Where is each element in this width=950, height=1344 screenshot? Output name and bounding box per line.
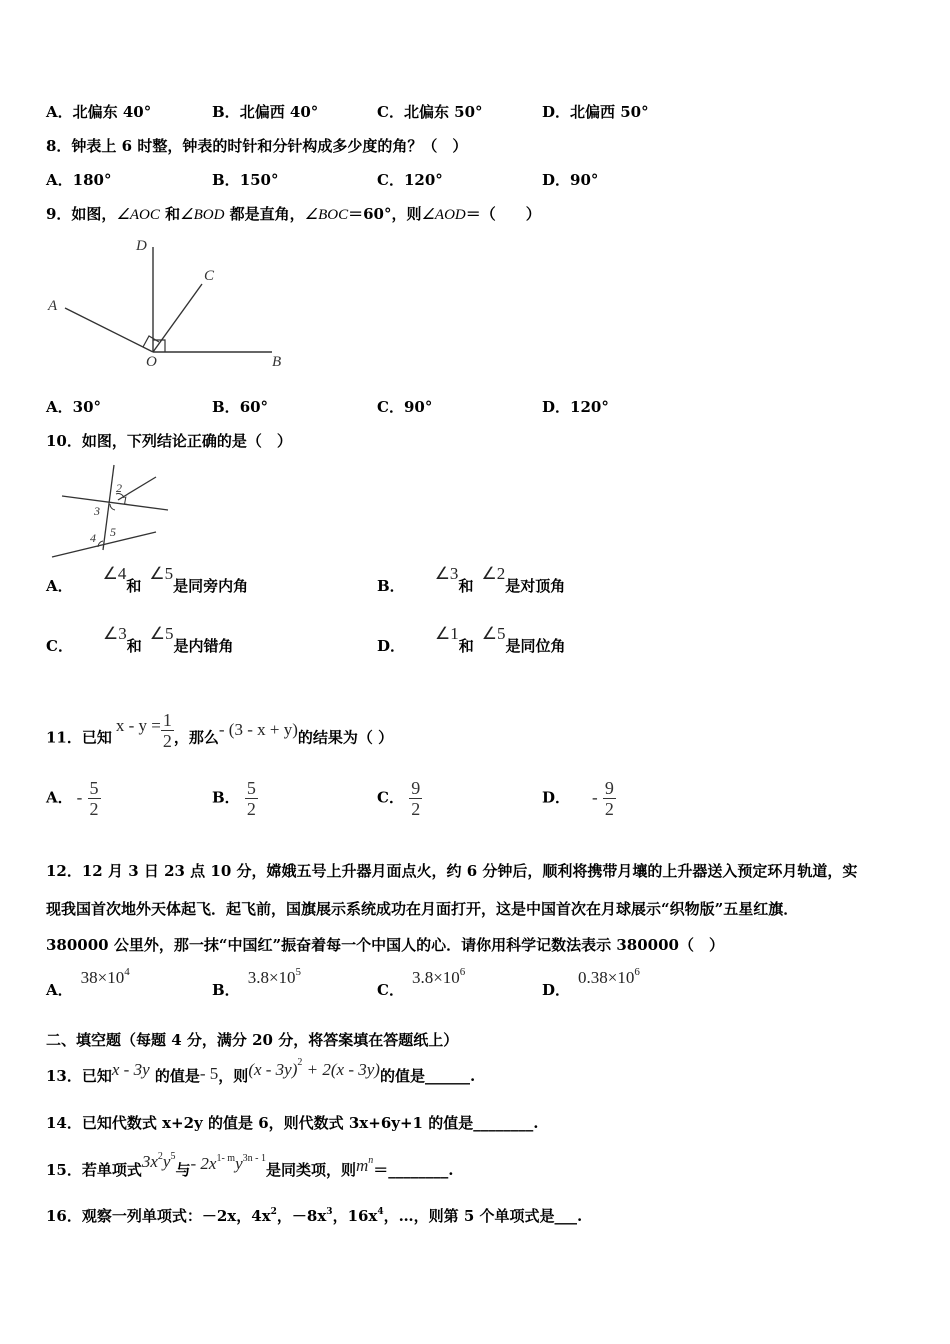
q10-option-c: C．∠3和∠5是内错角	[46, 624, 234, 655]
q10-option-b: B．∠3和∠2是对顶角	[377, 564, 566, 595]
q7-option-b: B．北偏西 40°	[212, 103, 319, 121]
angle-label-5: 5	[110, 525, 116, 539]
ray-oc	[153, 284, 202, 352]
line-top	[62, 496, 168, 510]
q8-option-a: A．180°	[46, 171, 112, 189]
q12-option-a: A．$38\times 10^4$	[46, 966, 130, 999]
q12-line-3: 380000 公里外，那一抹“中国红”振奋着每一个中国人的心．请你用科学记数法表示 380000（ ）	[46, 936, 724, 954]
q12-line-1: 12．12 月 3 日 23 点 10 分，嫦娥五号上升器月面点火，约 6 分钟后，顺利将携带月壤的上升器送入预定环月轨道，实	[46, 862, 858, 880]
q7-option-c: C．北偏东 50°	[377, 103, 483, 121]
q14-stem: 14．已知代数式 x+2y 的值是 6，则代数式 3x+6y+1 的值是________.	[46, 1114, 539, 1132]
q11-option-a: A． - $\frac{5}{2}$	[46, 778, 99, 819]
ray-oa	[65, 308, 153, 352]
q12-option-b: B．$3.8\times 10^5$	[212, 966, 302, 999]
angle-label-4: 4	[90, 531, 96, 545]
q9-option-c: C．90°	[377, 398, 433, 416]
q8-option-c: C．120°	[377, 171, 443, 189]
angle-label-3: 3	[94, 504, 100, 518]
q9-option-a: A．30°	[46, 398, 102, 416]
label-o: O	[146, 354, 157, 370]
angle-label-2: 2	[116, 481, 122, 495]
right-angle-mark-aoc	[143, 336, 159, 347]
label-b: B	[272, 354, 282, 370]
q8-option-b: B．150°	[212, 171, 279, 189]
q12-option-c: C．$3.8\times 10^6$	[377, 966, 466, 999]
q16-stem: 16．观察一列单项式：－2x，$4x^2$，$-8x^3$，$16x^4$，…，则第 5 个单项式是___.	[46, 1207, 583, 1225]
label-c: C	[204, 268, 215, 284]
q7-option-d: D．北偏西 50°	[542, 103, 649, 121]
q8-stem: 8．钟表上 6 时整，钟表的时针和分针构成多少度的角？（ ）	[46, 137, 468, 155]
q11-option-c: C． $\frac{9}{2}$	[377, 778, 421, 819]
q7-option-a: A．北偏东 40°	[46, 103, 152, 121]
q8-option-d: D．90°	[542, 171, 599, 189]
q10-lines-figure	[46, 462, 176, 562]
q9-option-b: B．60°	[212, 398, 269, 416]
q12-option-d: D．$0.38\times 10^6$	[542, 966, 640, 999]
q12-line-2: 现我国首次地外天体起飞．起飞前，国旗展示系统成功在月面打开，这是中国首次在月球展示“织物版”五星红旗．	[46, 900, 799, 918]
q9-option-d: D．120°	[542, 398, 609, 416]
angle-label-1: 1	[122, 493, 128, 507]
q11-option-b: B． $\frac{5}{2}$	[212, 778, 256, 819]
q13-stem: 13．已知x - 3y 的值是- 5，则(x - 3y)$^2$ + 2(x - 3y)的值是______.	[46, 1057, 476, 1085]
q10-option-d: D．∠1和∠5是同位角	[377, 624, 566, 655]
q11-stem: 11．已知x - y = $\frac{1}{2}$ ，那么- (3 - x + y)的结果为（ ）	[46, 710, 394, 751]
q9-angle-figure	[40, 232, 300, 377]
section-title-fill-in: 二、填空题（每题 4 分，满分 20 分，将答案填在答题纸上）	[46, 1031, 459, 1049]
q10-stem: 10．如图，下列结论正确的是（ ）	[46, 432, 292, 450]
q15-stem: 15．若单项式$3x^2y^5$与- $2x^{1- m}y^{3n - 1}$是同类项，则$m^n=\_\_\_\_\_\_\_\_$.	[46, 1151, 454, 1179]
label-d: D	[136, 238, 147, 254]
q11-option-d: D． - $\frac{9}{2}$	[542, 778, 614, 819]
q9-stem: 9．如图，∠AOC 和∠BOD 都是直角，∠BOC＝60°，则∠AOD＝（ ）	[46, 205, 541, 223]
q10-option-a: A．∠4和∠5是同旁内角	[46, 564, 249, 595]
label-a: A	[48, 298, 58, 314]
